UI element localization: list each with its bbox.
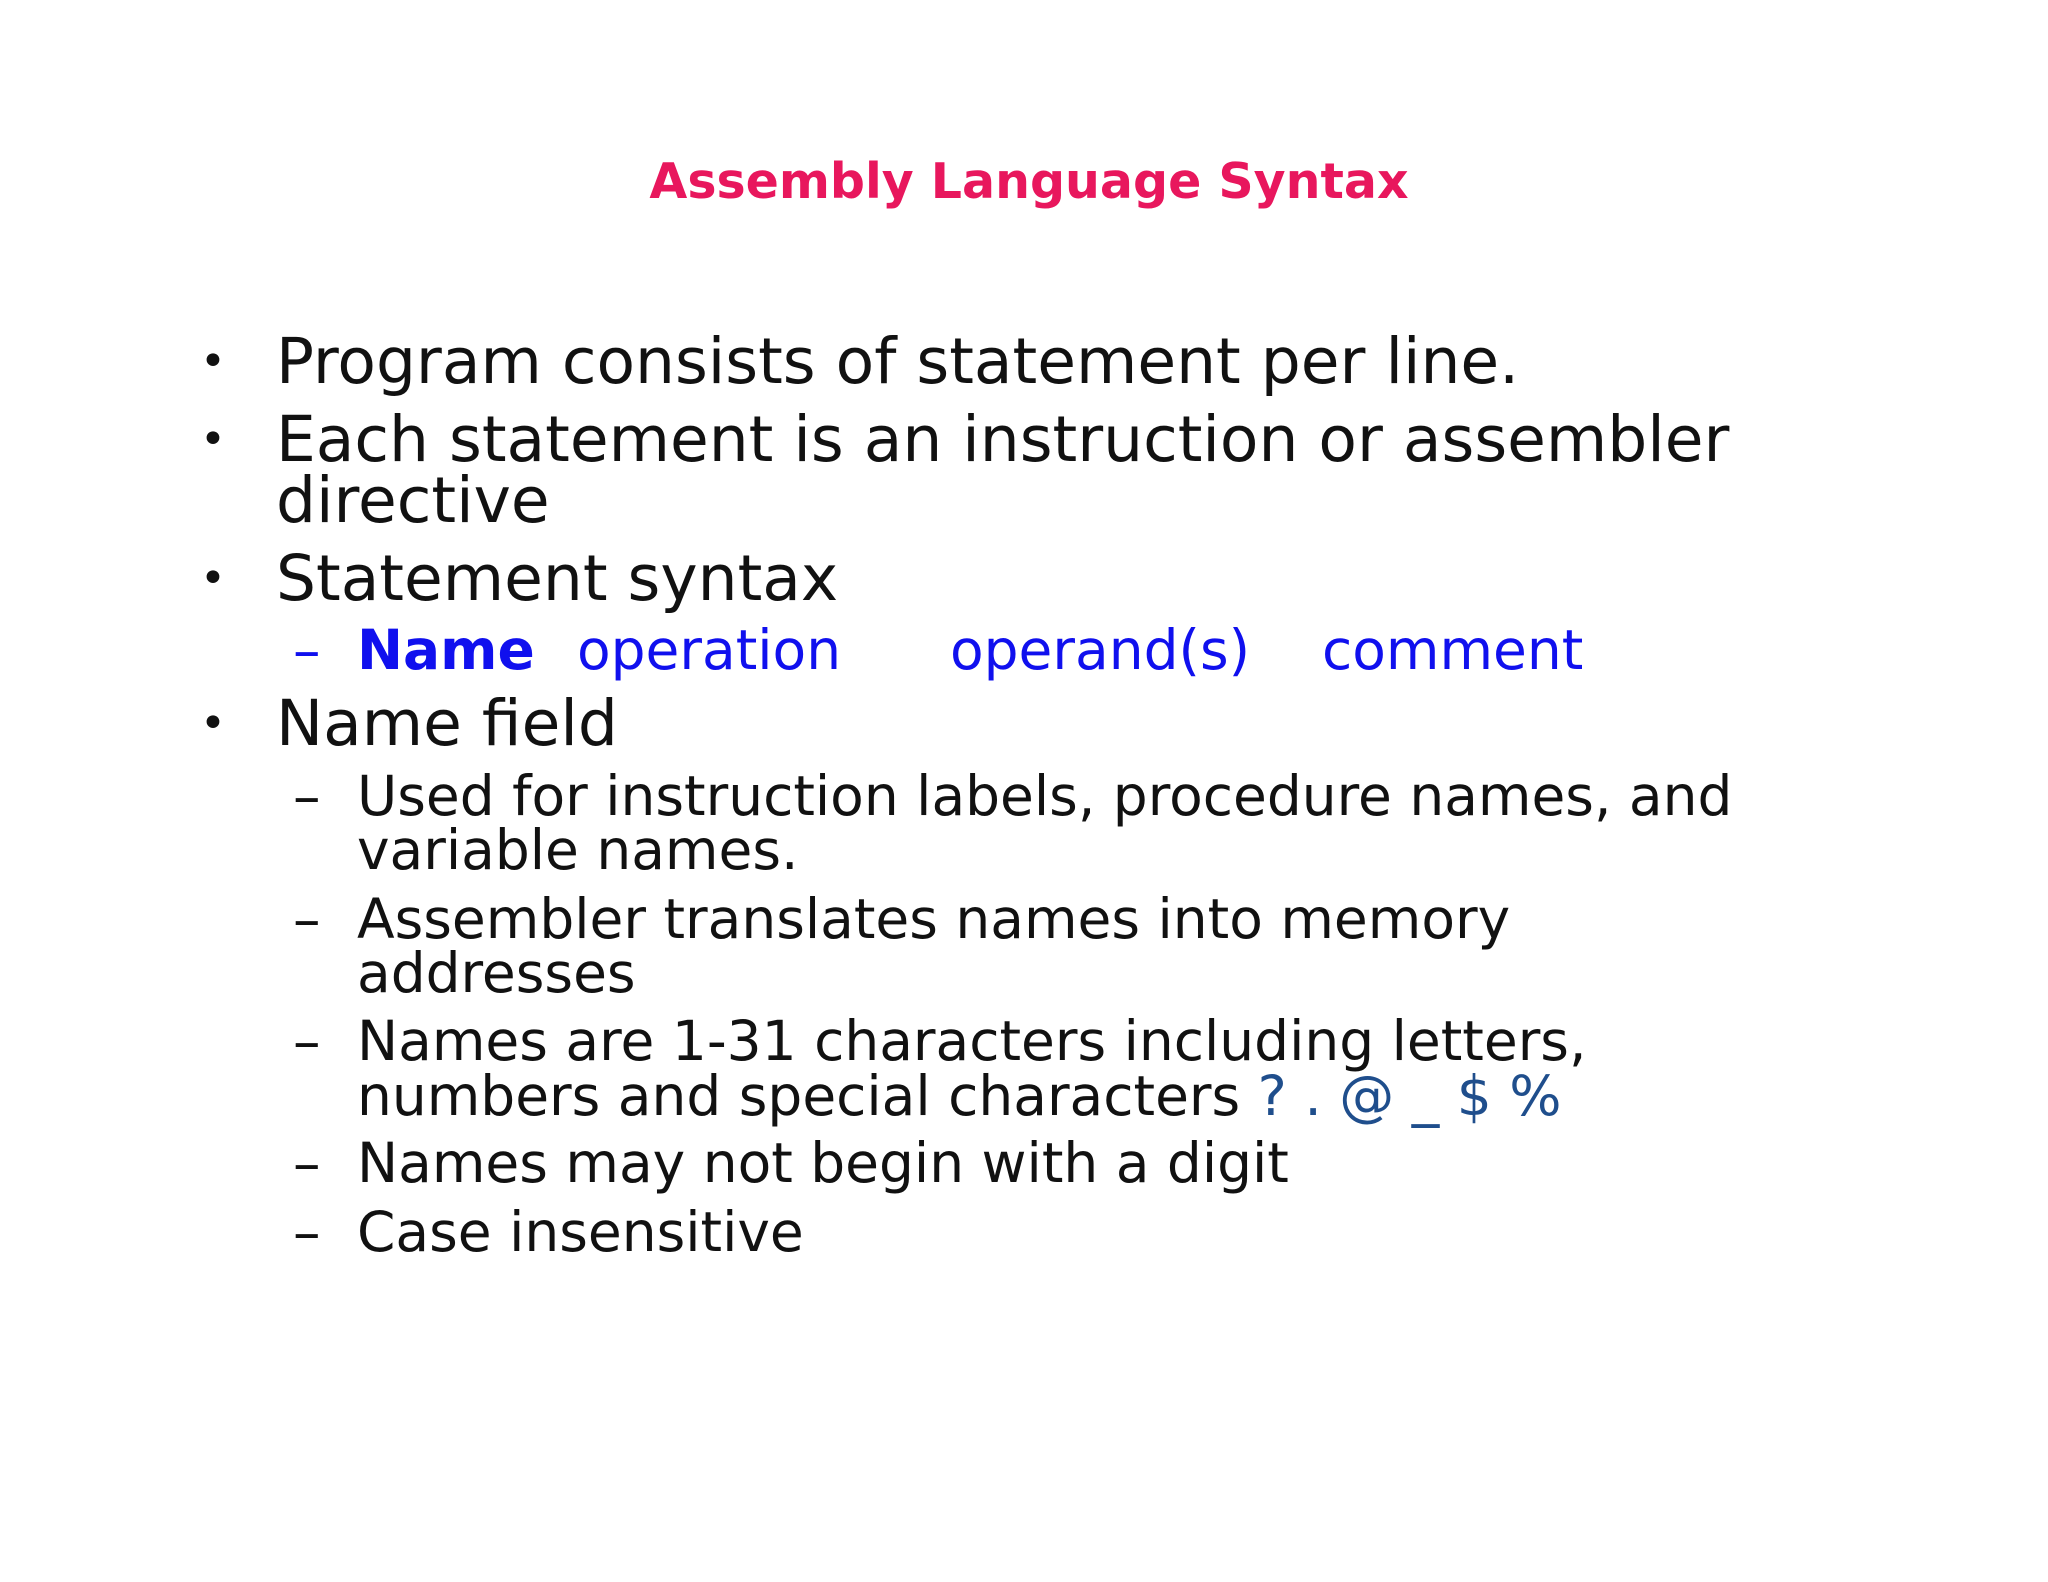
bullet-icon: • xyxy=(200,553,226,604)
bullet-icon: • xyxy=(200,336,226,387)
sub-text: Used for instruction labels, procedure names, and xyxy=(357,764,1733,828)
syntax-name: Name xyxy=(357,618,535,682)
bullet-icon: • xyxy=(200,414,226,465)
sub-text: Names may not begin with a digit xyxy=(357,1131,1289,1195)
dash-icon: – xyxy=(293,887,321,951)
dash-icon: – xyxy=(293,618,321,682)
bullet-text: Name field xyxy=(276,687,618,760)
sub-text: Case insensitive xyxy=(357,1200,804,1264)
syntax-comment: comment xyxy=(1322,618,1584,682)
bullet-text: directive xyxy=(276,464,550,537)
sub-text: variable names. xyxy=(357,818,799,882)
dash-icon: – xyxy=(293,764,321,828)
sub-text: Assembler translates names into memory xyxy=(357,887,1511,951)
sub-text: Names are 1-31 characters including letters, xyxy=(357,1009,1587,1073)
dash-icon: – xyxy=(293,1200,321,1264)
bullet-text: Program consists of statement per line. xyxy=(276,325,1520,398)
slide-title: Assembly Language Syntax xyxy=(649,153,1409,210)
syntax-operation: operation xyxy=(577,618,842,682)
syntax-line xyxy=(293,618,1693,682)
syntax-operands: operand(s) xyxy=(950,618,1251,682)
dash-icon: – xyxy=(293,1131,321,1195)
sub-text-with-special xyxy=(357,1064,1562,1128)
bullet-icon: • xyxy=(200,698,226,749)
special-characters: ? . @ _ $ % xyxy=(1257,1064,1562,1128)
sub-text: numbers and special characters xyxy=(357,1064,1241,1128)
bullet-text: Each statement is an instruction or assembler xyxy=(276,403,1730,476)
bullet-text: Statement syntax xyxy=(276,542,839,615)
dash-icon: – xyxy=(293,1009,321,1073)
sub-text: addresses xyxy=(357,941,636,1005)
